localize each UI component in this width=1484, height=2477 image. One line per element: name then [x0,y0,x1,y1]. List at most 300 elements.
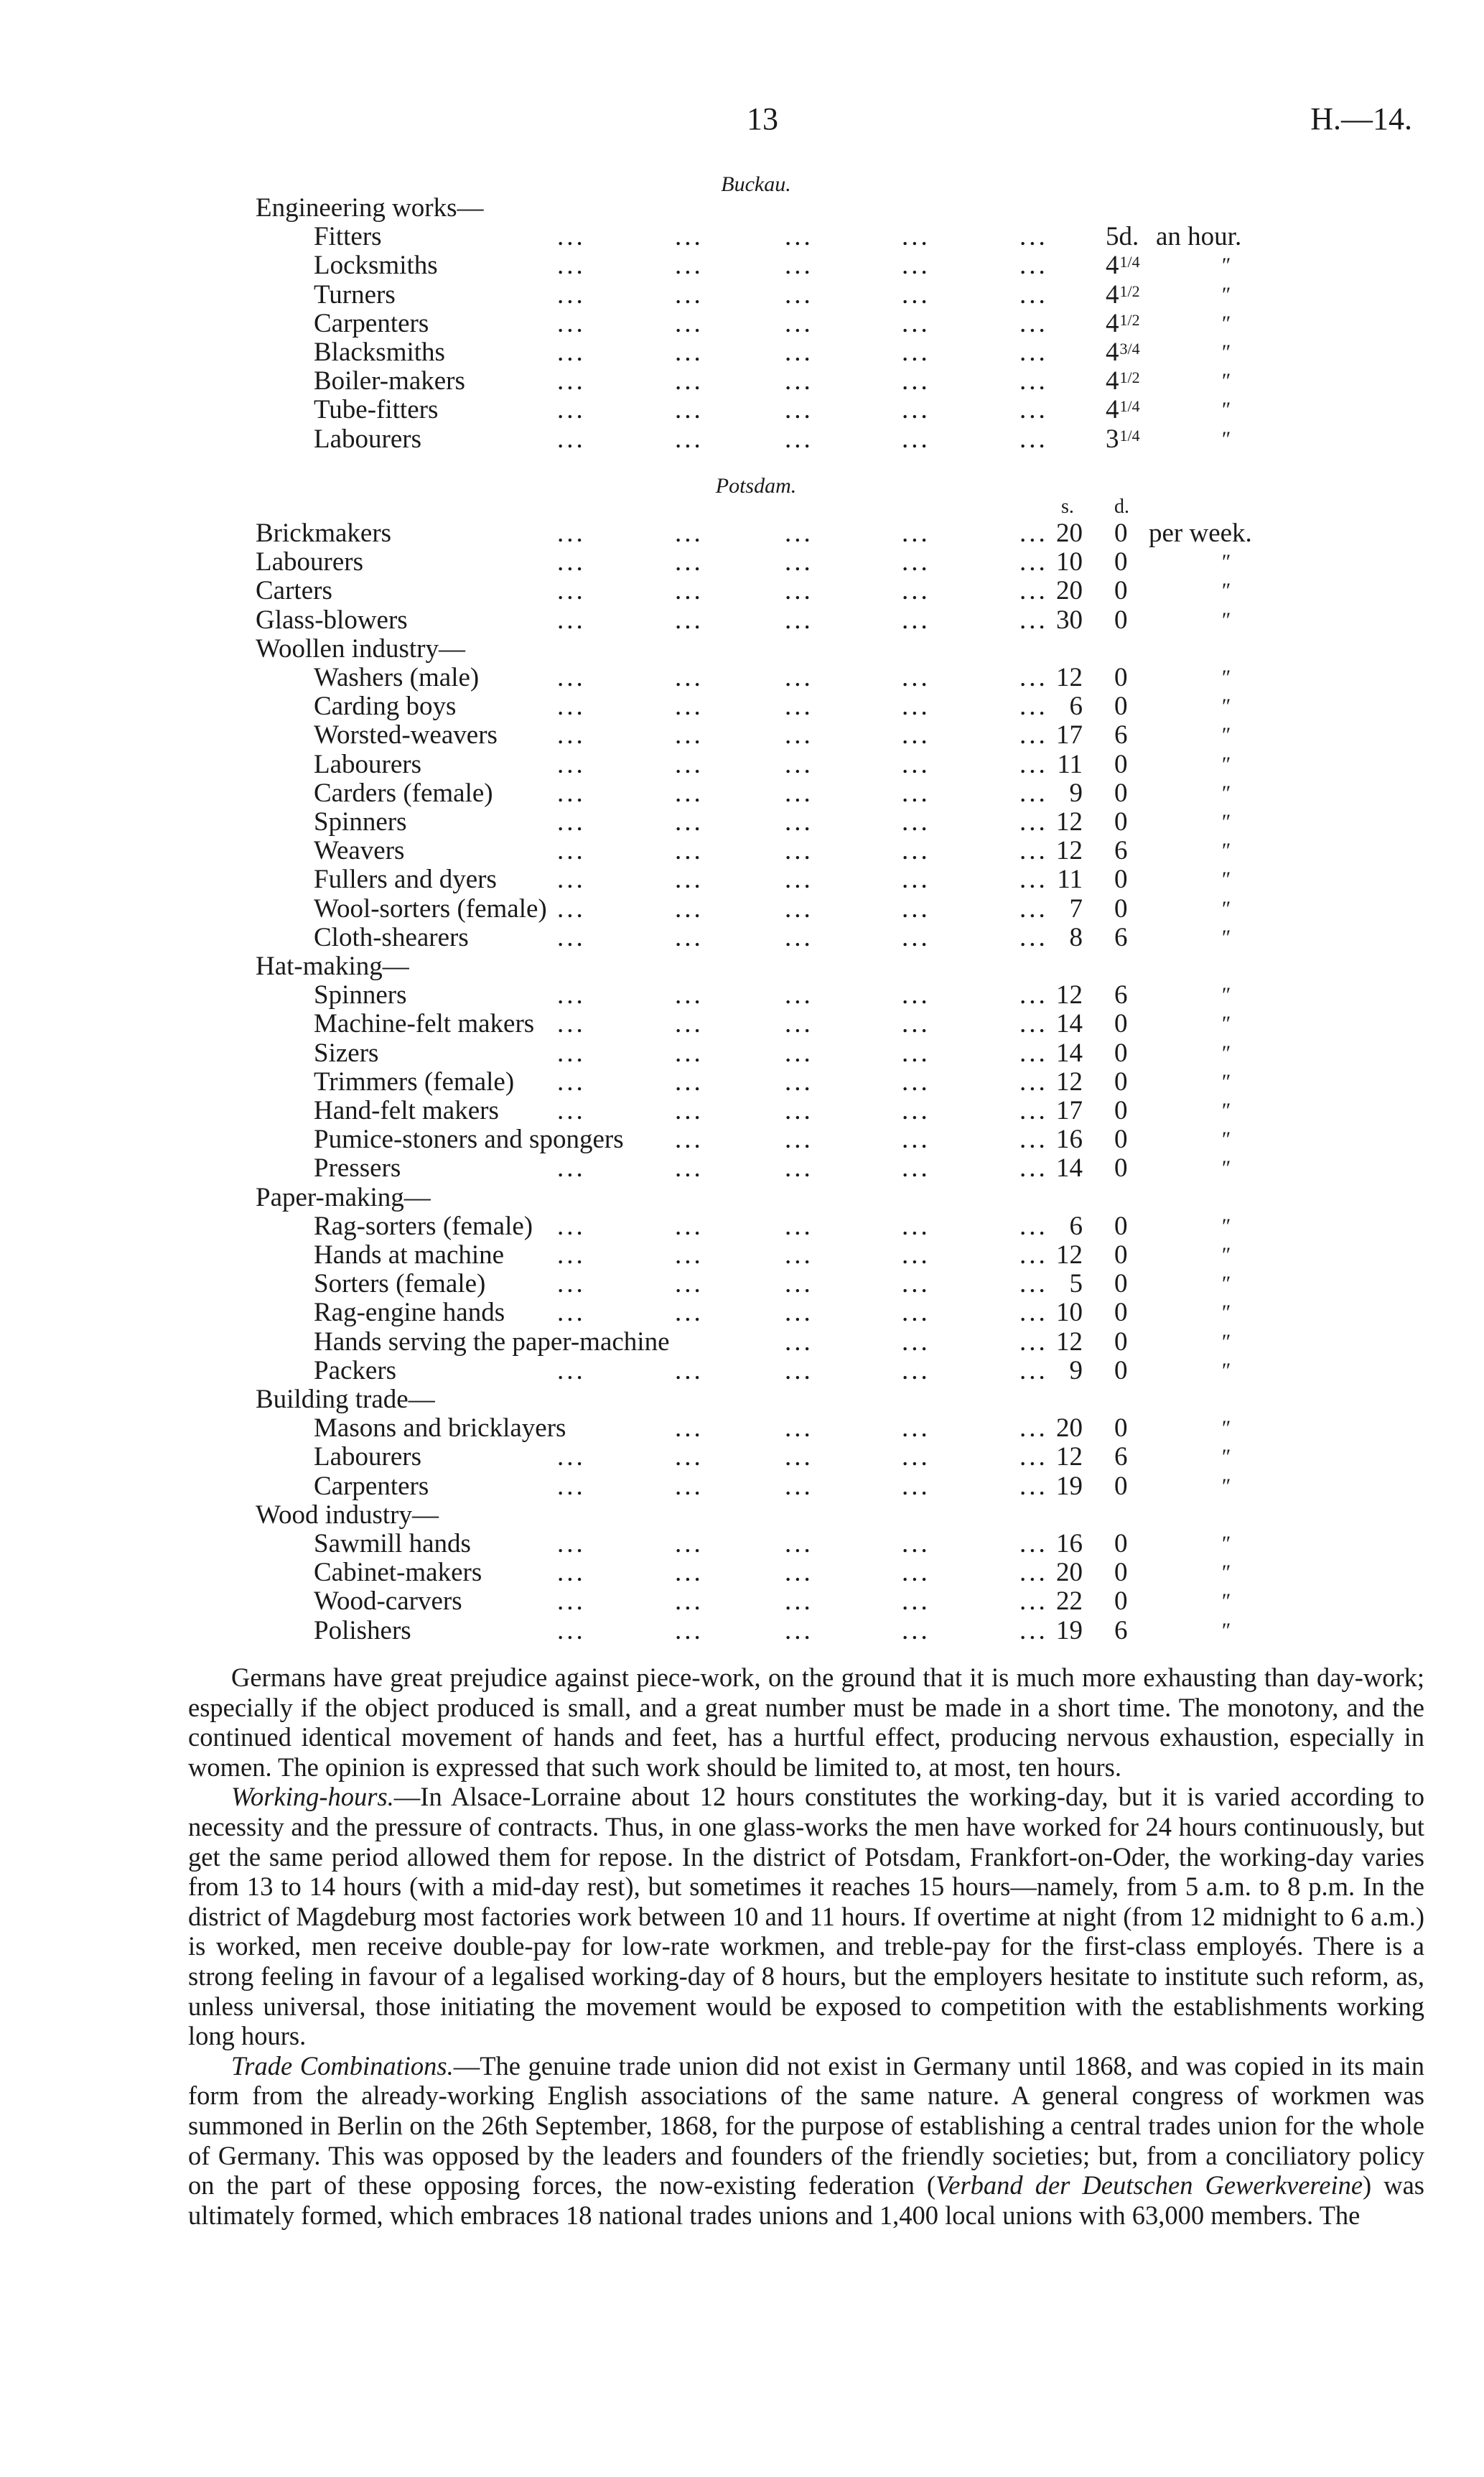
row-label: Cloth-shearers [314,922,469,952]
dot-leader: ... [675,922,704,952]
dot-leader: ... [1019,1153,1048,1184]
dot-leader: ... [557,1298,586,1328]
dot-leader: ... [557,663,586,692]
rate-value [1106,425,1140,454]
paragraph-text: —The genuine trade union did not exist in Germany until 1868, and was copied in its main form from the already-working English associations of the same nature. A general congress of workmen was summoned in Berlin on the 26th September, 1868, for the purpose of establishing a central trades union for the whole of Germany. This was opposed by the leaders and founders of the friendly societies; but, from a conciliatory policy on the part of these opposing forces, the now-existing federation ( [188,2050,1424,2201]
shillings-value: 14 [1056,1009,1083,1039]
dot-leader: ... [902,1153,930,1184]
table-row [0,281,1484,310]
dot-leader: ... [902,893,930,924]
table-row [0,1068,1484,1097]
dot-leader: ... [675,1413,704,1444]
rate-unit: ″ [1221,896,1230,921]
shillings-value: 20 [1056,1558,1083,1588]
row-label: Hat-making— [256,952,409,981]
dot-leader: ... [675,807,704,837]
pence-value: 0 [1114,1326,1128,1357]
rate-unit: ″ [1221,1128,1230,1152]
rate-fraction: 1/2 [1119,368,1140,387]
dot-leader: ... [785,893,813,924]
dot-leader: ... [557,222,586,252]
pence-value: 6 [1114,922,1128,952]
dot-leader: ... [1019,1066,1048,1097]
rate-value [1106,396,1140,424]
dot-leader: ... [785,1586,813,1617]
shillings-value: 17 [1056,1096,1083,1125]
row-label: Washers (male) [314,663,480,692]
dot-leader: ... [785,1211,813,1241]
dot-leader: ... [1019,308,1048,338]
table-row [0,1414,1484,1443]
shillings-value: 5 [1069,1269,1083,1299]
dot-leader: ... [785,605,813,635]
dot-leader: ... [675,519,704,548]
dot-leader: ... [902,1413,930,1444]
dot-leader: ... [785,279,813,310]
shillings-value: 11 [1057,865,1083,895]
table-row [0,1154,1484,1183]
pence-value: 0 [1114,692,1128,722]
section-caption-potsdam: Potsdam. [715,474,797,498]
dot-leader: ... [902,1096,930,1125]
dot-leader: ... [557,1211,586,1241]
dot-leader: ... [785,980,813,1010]
pence-value: 0 [1114,547,1128,577]
table-row [0,1328,1484,1357]
shillings-value: 17 [1056,720,1083,750]
pence-value: 0 [1114,519,1128,548]
table-row [0,924,1484,952]
dot-leader: ... [785,1066,813,1097]
dot-leader: ... [557,778,586,808]
dot-leader: ... [675,1153,704,1184]
dot-leader: ... [557,865,586,895]
shillings-value: 12 [1056,807,1083,837]
row-label: Weavers [314,836,405,866]
shillings-value: 19 [1056,1615,1083,1645]
dot-leader: ... [675,1038,704,1068]
dot-leader: ... [1019,338,1048,367]
dot-leader: ... [557,1558,586,1588]
paragraph-trade-combinations [188,2051,1424,2231]
dot-leader: ... [557,547,586,577]
dot-leader: ... [557,893,586,924]
row-label: Cabinet-makers [314,1558,482,1588]
dot-leader: ... [1019,519,1048,548]
pence-value: 0 [1114,1298,1128,1328]
dot-leader: ... [557,338,586,367]
rate-whole: 4 [1106,279,1119,310]
dot-leader: ... [785,1009,813,1039]
row-label: Hands serving the paper-machine [314,1326,670,1357]
dot-leader: ... [1019,1529,1048,1558]
dot-leader: ... [557,1529,586,1558]
shillings-value: 6 [1069,692,1083,722]
table-row [0,251,1484,280]
dot-leader: ... [785,749,813,779]
paragraph-lead: Trade Combinations. [231,2050,454,2081]
dot-leader: ... [675,1269,704,1299]
table-row [0,1558,1484,1587]
dot-leader: ... [675,576,704,606]
rate-unit: ″ [1221,579,1230,603]
dot-leader: ... [902,1125,930,1155]
dot-leader: ... [785,1442,813,1472]
dot-leader: ... [557,922,586,952]
rate-unit: ″ [1221,1416,1230,1441]
paragraph-lead: Working-hours. [231,1782,394,1812]
dot-leader: ... [785,1240,813,1270]
shillings-value: 12 [1056,1442,1083,1472]
dot-leader: ... [785,1125,813,1155]
row-label: Carding boys [314,692,457,722]
table-row [0,577,1484,605]
dot-leader: ... [557,251,586,281]
dot-leader: ... [785,692,813,722]
shillings-value: 6 [1069,1211,1083,1241]
table-row [0,1385,1484,1414]
rate-value [1106,338,1140,367]
row-label: Fitters [314,222,382,252]
rate-value [1106,310,1140,338]
dot-leader: ... [785,547,813,577]
paragraph-italic: Verband der Deutschen Gewerkvereine [935,2170,1363,2201]
pence-value: 0 [1114,749,1128,779]
dot-leader: ... [557,1586,586,1617]
shillings-value: 12 [1056,980,1083,1010]
dot-leader: ... [785,1615,813,1645]
dot-leader: ... [902,547,930,577]
page-number: 13 [747,101,778,136]
dot-leader: ... [785,1298,813,1328]
dot-leader: ... [557,1038,586,1068]
dot-leader: ... [1019,893,1048,924]
row-label: Machine-felt makers [314,1009,535,1039]
row-label: Paper-making— [256,1182,431,1212]
dot-leader: ... [785,576,813,606]
dot-leader: ... [902,807,930,837]
dot-leader: ... [675,1066,704,1097]
dot-leader: ... [557,1269,586,1299]
rate-unit: ″ [1221,1474,1230,1498]
dot-leader: ... [902,1615,930,1645]
row-label: Locksmiths [314,251,438,281]
dot-leader: ... [1019,1586,1048,1617]
pence-value: 6 [1114,980,1128,1010]
dot-leader: ... [1019,279,1048,310]
rate-unit: ″ [1221,1561,1230,1585]
dot-leader: ... [785,836,813,866]
shillings-value: 12 [1056,663,1083,692]
dot-leader: ... [675,424,704,454]
dot-leader: ... [902,1355,930,1385]
rate-unit: ″ [1221,340,1230,364]
dot-leader: ... [785,1558,813,1588]
table-row [0,519,1484,548]
rate-unit: ″ [1221,925,1230,949]
dot-leader: ... [557,1615,586,1645]
dot-leader: ... [675,1471,704,1501]
row-label: Glass-blowers [256,605,408,635]
dot-leader: ... [1019,1355,1048,1385]
pence-value: 0 [1114,893,1128,924]
dot-leader: ... [785,1038,813,1068]
dot-leader: ... [902,1529,930,1558]
dot-leader: ... [675,605,704,635]
dot-leader: ... [557,576,586,606]
row-label: Labourers [314,424,421,454]
dot-leader: ... [1019,1269,1048,1299]
dot-leader: ... [675,338,704,367]
row-label: Worsted-weavers [314,720,498,750]
dot-leader: ... [1019,366,1048,396]
dot-leader: ... [675,308,704,338]
dot-leader: ... [1019,1413,1048,1444]
shillings-value: 11 [1057,749,1083,779]
dot-leader: ... [557,308,586,338]
dot-leader: ... [557,692,586,722]
dot-leader: ... [1019,922,1048,952]
dot-leader: ... [557,749,586,779]
pence-value: 0 [1114,1096,1128,1125]
row-label: Building trade— [256,1385,435,1414]
body-text [188,1663,1424,2230]
dot-leader: ... [675,547,704,577]
dot-leader: ... [902,1038,930,1068]
row-label: Packers [314,1355,397,1385]
table-row [0,396,1484,424]
table-row [0,1212,1484,1241]
table-row [0,1039,1484,1068]
row-label: Woollen industry— [256,633,465,664]
rate-unit: ″ [1221,282,1230,307]
dot-leader: ... [902,251,930,281]
dot-leader: ... [1019,778,1048,808]
dot-leader: ... [675,251,704,281]
dot-leader: ... [1019,251,1048,281]
shillings-value: 19 [1056,1471,1083,1501]
dot-leader: ... [557,1442,586,1472]
dot-leader: ... [1019,1009,1048,1039]
dot-leader: ... [675,1586,704,1617]
dot-leader: ... [1019,836,1048,866]
dot-leader: ... [785,338,813,367]
table-row [0,1443,1484,1472]
row-label: Rag-sorters (female) [314,1211,533,1241]
dot-leader: ... [1019,1038,1048,1068]
dot-leader: ... [1019,720,1048,750]
row-label: Spinners [314,807,407,837]
table-row [0,223,1484,251]
rate-unit: ″ [1221,1156,1230,1181]
dot-leader: ... [1019,576,1048,606]
dot-leader: ... [1019,1558,1048,1588]
row-label: Carpenters [314,1471,429,1501]
dot-leader: ... [675,1529,704,1558]
dot-leader: ... [785,1269,813,1299]
dot-leader: ... [1019,1211,1048,1241]
shillings-value: 30 [1056,605,1083,635]
table-row [0,865,1484,894]
pence-value: 6 [1114,1442,1128,1472]
dot-leader: ... [557,1471,586,1501]
pence-value: 0 [1114,1269,1128,1299]
dot-leader: ... [1019,1615,1048,1645]
shillings-value: 16 [1056,1125,1083,1155]
table-row [0,194,1484,223]
dot-leader: ... [675,778,704,808]
dot-leader: ... [785,720,813,750]
shillings-value: 20 [1056,576,1083,606]
rate-unit: ″ [1221,1329,1230,1354]
rate-unit: per week. [1149,519,1252,548]
rate-unit: ″ [1221,1589,1230,1614]
table-row [0,1241,1484,1270]
rate-whole: 4 [1106,308,1119,338]
dot-leader: ... [785,424,813,454]
dot-leader: ... [675,836,704,866]
dot-leader: ... [902,865,930,895]
dot-leader: ... [675,1096,704,1125]
table-row [0,692,1484,721]
table-row [0,952,1484,981]
table-row [0,1501,1484,1530]
dot-leader: ... [557,605,586,635]
dot-leader: ... [675,1211,704,1241]
dot-leader: ... [675,222,704,252]
table-row [0,1097,1484,1125]
dot-leader: ... [902,1066,930,1097]
dot-leader: ... [557,1153,586,1184]
pence-value: 0 [1114,807,1128,837]
dot-leader: ... [902,980,930,1010]
dot-leader: ... [1019,1096,1048,1125]
pence-value: 0 [1114,1355,1128,1385]
shillings-value: 22 [1056,1586,1083,1617]
shillings-value: 20 [1056,1413,1083,1444]
row-label: Fullers and dyers [314,865,497,895]
rate-whole: 5d. [1106,222,1139,252]
table-row [0,895,1484,924]
dot-leader: ... [675,1442,704,1472]
dot-leader: ... [902,308,930,338]
paragraph-text: ) was ultimately formed, which embraces 18 national trades unions and 1,400 local unions with 63,000 members. The [188,2170,1425,2230]
dot-leader: ... [557,366,586,396]
row-label: Brickmakers [256,519,392,548]
shillings-value: 14 [1056,1038,1083,1068]
dot-leader: ... [1019,1471,1048,1501]
table-row [0,837,1484,865]
dot-leader: ... [675,865,704,895]
shillings-value: 12 [1056,1240,1083,1270]
dot-leader: ... [1019,692,1048,722]
pence-value: 0 [1114,1586,1128,1617]
dot-leader: ... [902,395,930,425]
paragraph-working-hours [188,1782,1424,2050]
dot-leader: ... [557,395,586,425]
dot-leader: ... [902,1471,930,1501]
column-header-pence: d. [1114,496,1129,518]
dot-leader: ... [902,1326,930,1357]
pence-value: 0 [1114,1211,1128,1241]
dot-leader: ... [557,1066,586,1097]
dot-leader: ... [785,1326,813,1357]
pence-value: 0 [1114,1558,1128,1588]
shillings-value: 9 [1069,778,1083,808]
dot-leader: ... [675,893,704,924]
pence-value: 0 [1114,1413,1128,1444]
rate-unit: ″ [1221,311,1230,335]
dot-leader: ... [675,1615,704,1645]
pence-value: 0 [1114,1471,1128,1501]
dot-leader: ... [557,836,586,866]
rate-unit: ″ [1221,1272,1230,1296]
dot-leader: ... [902,605,930,635]
shillings-value: 7 [1069,893,1083,924]
row-label: Hands at machine [314,1240,505,1270]
dot-leader: ... [785,1471,813,1501]
dot-leader: ... [785,865,813,895]
dot-leader: ... [1019,663,1048,692]
row-label: Carters [256,576,332,606]
paragraph-piece-work [188,1663,1424,1782]
dot-leader: ... [557,1355,586,1385]
dot-leader: ... [557,279,586,310]
rate-unit: ″ [1221,1301,1230,1325]
table-row [0,779,1484,808]
row-label: Masons and bricklayers [314,1413,566,1444]
dot-leader: ... [557,1240,586,1270]
row-label: Labourers [256,547,363,577]
dot-leader: ... [557,980,586,1010]
rate-unit: ″ [1221,666,1230,689]
dot-leader: ... [557,424,586,454]
dot-leader: ... [675,366,704,396]
pence-value: 0 [1114,1066,1128,1097]
table-row [0,425,1484,454]
table-row [0,981,1484,1010]
dot-leader: ... [557,1096,586,1125]
table-row [0,635,1484,664]
dot-leader: ... [902,222,930,252]
dot-leader: ... [785,778,813,808]
shillings-value: 10 [1056,1298,1083,1328]
shillings-value: 12 [1056,1326,1083,1357]
rate-value [1106,223,1139,251]
row-label: Wool-sorters (female) [314,893,547,924]
row-label: Carders (female) [314,778,493,808]
dot-leader: ... [1019,1326,1048,1357]
rate-unit: ″ [1221,1618,1230,1642]
section-caption-buckau: Buckau. [721,172,791,196]
dot-leader: ... [902,1442,930,1472]
table-row [0,338,1484,367]
row-label: Turners [314,279,396,310]
dot-leader: ... [902,1240,930,1270]
rate-unit: ″ [1221,983,1230,1008]
table-row [0,310,1484,338]
dot-leader: ... [675,692,704,722]
dot-leader: ... [785,251,813,281]
dot-leader: ... [675,1240,704,1270]
rate-unit: ″ [1221,723,1230,748]
pence-value: 6 [1114,720,1128,750]
dot-leader: ... [1019,605,1048,635]
pence-value: 0 [1114,865,1128,895]
table-row [0,1587,1484,1616]
row-label: Tube-fitters [314,395,439,425]
dot-leader: ... [675,1298,704,1328]
